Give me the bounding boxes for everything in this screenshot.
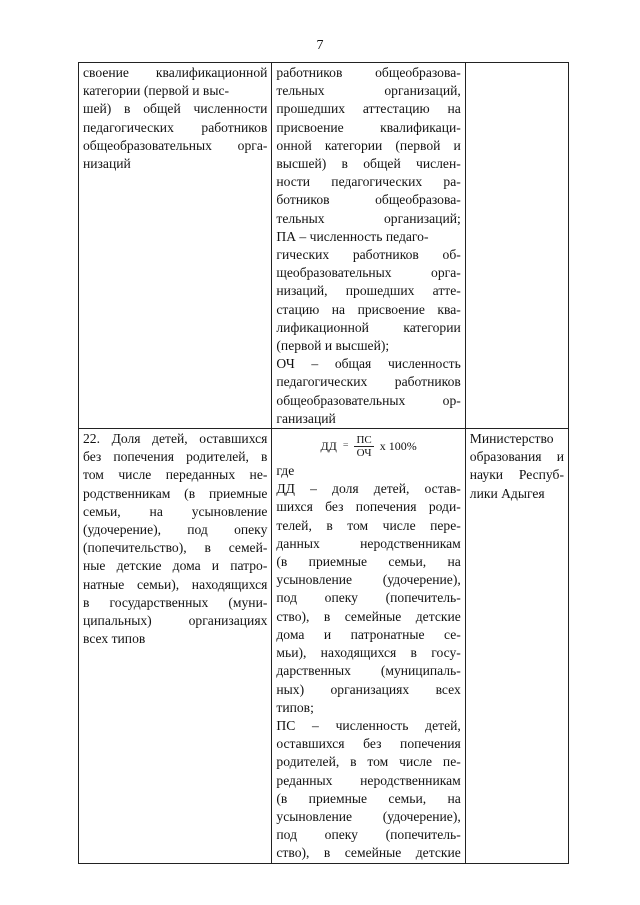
text-line: общеобразовательных орга- [83,137,268,153]
text-line: работников общеобразова- [276,65,461,80]
text-line: стацию на присвоение ква- [276,301,461,317]
text-line: педагогических работников [83,119,268,135]
text-line: лификационной категории [276,319,461,335]
text-line: данных неродственникам [276,535,461,551]
text-line: ДД – доля детей, остав- [276,481,461,497]
text-line: своение квалификационной [83,65,268,80]
text-line: ганизаций [276,410,336,426]
text-line: категории (первой и выс- [83,83,230,99]
text-line: ные детские дома и патро- [83,558,268,574]
text-line: шей) в общей численности [83,101,268,117]
text-line: Министерство [469,431,554,447]
text-line: где [276,463,295,479]
formula-numerator: ПС [356,433,372,446]
text-line: реданных неродственникам [276,772,461,788]
text-line: мьи), находящихся в госу- [276,645,461,661]
text-line: (первой и высшей); [276,338,390,354]
text-line: родственникам (в приемные [83,485,268,501]
text-line: науки Респуб- [469,467,564,483]
formula-multiplier: x 100% [379,438,417,453]
text-line: ных) организациях всех [276,681,461,697]
formula-lhs: ДД [320,438,337,453]
text-line: усыновление (удочерение), [276,572,461,588]
text-line: ПА – численность педаго- [276,228,429,244]
text-line: усыновление (удочерение), [276,808,461,824]
text-line: 22. Доля детей, оставшихся [83,431,268,447]
text-line: лики Адыгея [469,485,545,501]
text-line: прошедших аттестацию на [276,101,461,117]
text-line: присвоение квалификаци- [276,119,461,135]
table-row [79,63,569,429]
responsible-body-cell [465,429,568,863]
text-line: дома и патронатные се- [276,626,461,642]
text-line: типов; [276,699,314,715]
calculation-method-cell [272,429,465,863]
text-line: без попечения родителей, в [83,449,268,465]
table-row [79,429,569,863]
text-line: ности педагогических ра- [276,174,461,190]
text-line: в государственных (муни- [83,594,268,610]
calculation-text [276,462,460,862]
text-line: щеобразовательных орга- [276,265,461,281]
text-line: (удочерение), под опеку [83,522,268,538]
page-number: 7 [316,38,324,53]
formula-equals: = [342,439,349,451]
formula-denominator: ОЧ [356,446,372,459]
text-line: (в приемные семьи, на [276,790,461,806]
text-line: высшей) в общей числен- [276,156,461,172]
text-line: том числе переданных не- [83,467,268,483]
formula [276,432,460,460]
text-line: телей, в том числе пере- [276,517,461,533]
text-line: гических работников об- [276,247,461,263]
text-line: тельных организаций, [276,83,461,99]
text-line: шихся без попечения роди- [276,499,461,515]
text-line: низаций [83,156,131,172]
text-line: под опеку (попечитель- [276,827,461,843]
formula-fraction [354,434,373,459]
text-line: общеобразовательных ор- [276,392,461,408]
responsible-body-cell [465,63,568,429]
text-line: родителей, в том числе пе- [276,754,461,770]
text-line: оставшихся без попечения [276,736,461,752]
indicator-table [78,62,569,864]
indicator-name-cell [79,429,272,863]
text-line: семьи, на усыновление [83,503,268,519]
text-line: (в приемные семьи, на [276,554,461,570]
text-line: натные семьи), находящихся [83,576,268,592]
text-line: ботников общеобразова- [276,192,461,208]
text-line: ство), в семейные детские [276,608,461,624]
text-line: дарственных (муниципаль- [276,663,461,679]
text-line: педагогических работников [276,374,461,390]
text-line: низаций, прошедших атте- [276,283,461,299]
calculation-method-cell [272,63,465,429]
text-line: тельных организаций; [276,210,461,226]
text-line: ПС – численность детей, [276,717,461,733]
text-line: ство), в семейные детские [276,845,461,861]
text-line: всех типов [83,631,146,647]
text-line: (попечительство), в семей- [83,540,268,556]
text-line: ОЧ – общая численность [276,356,461,372]
text-line: ципальных) организациях [83,613,268,629]
text-line: онной категории (первой и [276,137,461,153]
indicator-name-cell [79,63,272,429]
text-line: под опеку (попечитель- [276,590,461,606]
text-line: образования и [469,449,564,465]
